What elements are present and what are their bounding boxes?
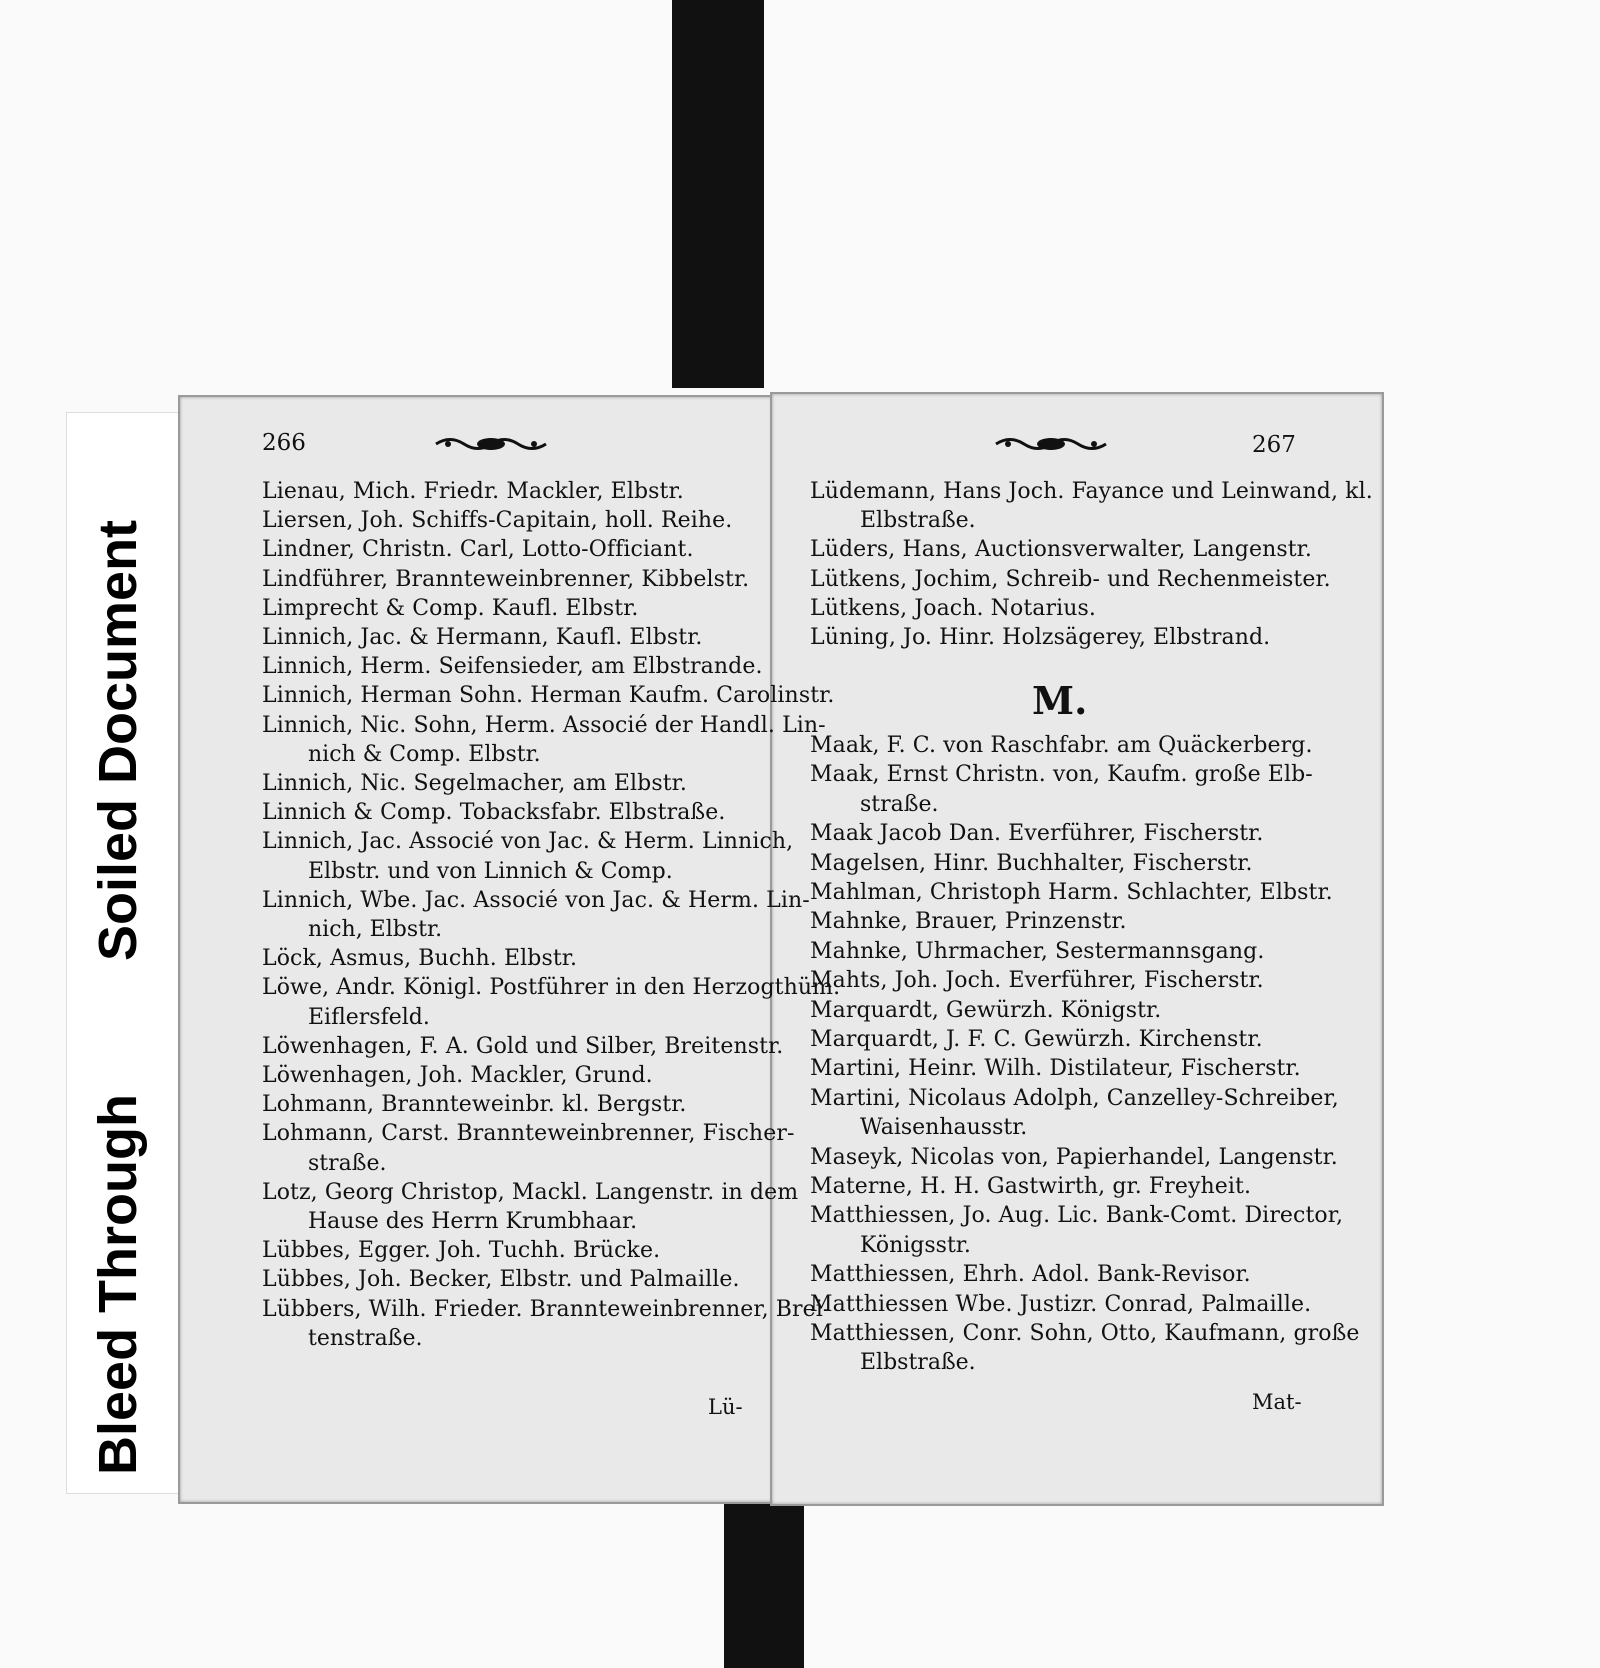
directory-entry: Löwe, Andr. Königl. Postführer in den Herzogthüm. [262,975,841,1001]
directory-entry: Lohmann, Brannteweinbr. kl. Bergstr. [262,1092,687,1118]
directory-entry: Lübbes, Joh. Becker, Elbstr. und Palmaille. [262,1267,740,1293]
left-ornament [430,433,552,455]
right-ornament [990,433,1112,455]
directory-entry: Lotz, Georg Christop, Mackl. Langenstr. in dem [262,1179,799,1205]
right-page-number: 267 [1252,432,1296,458]
directory-entry: Linnich & Comp. Tobacksfabr. Elbstraße. [262,800,726,826]
directory-entry: Marquardt, J. F. C. Gewürzh. Kirchenstr. [810,1027,1263,1052]
directory-entry: Mahts, Joh. Joch. Everführer, Fischerstr. [810,968,1264,994]
directory-entry: Liersen, Joh. Schiffs-Capitain, holl. Reihe. [262,508,733,534]
directory-entry-continuation: nich, Elbstr. [308,917,443,942]
directory-entry-continuation: Elbstr. und von Linnich & Comp. [308,858,673,884]
directory-entry: Löwenhagen, Joh. Mackler, Grund. [262,1063,653,1088]
directory-entry: Linnich, Herman Sohn. Herman Kaufm. Carolinstr. [262,683,835,709]
directory-entry: Linnich, Jac. & Hermann, Kaufl. Elbstr. [262,625,703,650]
directory-entry: Linnich, Nic. Segelmacher, am Elbstr. [262,771,687,796]
directory-entry-continuation: tenstraße. [308,1325,423,1351]
directory-entry: Marquardt, Gewürzh. Königstr. [810,997,1162,1023]
directory-entry: Maak, Ernst Christn. von, Kaufm. große Elb- [810,762,1313,788]
section-letter-m: M. [1032,678,1088,723]
directory-entry: Mahnke, Uhrmacher, Sestermannsgang. [810,938,1265,964]
directory-entry-continuation: Elbstraße. [860,508,976,534]
directory-entry: Matthiessen, Jo. Aug. Lic. Bank-Comt. Director, [810,1203,1344,1229]
directory-entry: Maseyk, Nicolas von, Papierhandel, Langenstr. [810,1144,1338,1170]
directory-entry: Lindner, Christn. Carl, Lotto-Officiant. [262,537,694,563]
directory-entry: Matthiessen, Conr. Sohn, Otto, Kaufmann, große [810,1321,1360,1346]
directory-entry: Linnich, Nic. Sohn, Herm. Associé der Handl. Lin- [262,712,826,738]
directory-entry: Löck, Asmus, Buchh. Elbstr. [262,946,578,972]
target-label-card [66,412,182,1494]
directory-entry: Lütkens, Joach. Notarius. [810,595,1097,621]
directory-entry: Martini, Nicolaus Adolph, Canzelley-Schreiber, [810,1085,1339,1111]
directory-entry: Matthiessen, Ehrh. Adol. Bank-Revisor. [810,1262,1251,1288]
directory-entry-continuation: straße. [860,791,939,817]
directory-entry: Lüning, Jo. Hinr. Holzsägerey, Elbstrand. [810,625,1271,650]
directory-entry: Lübbers, Wilh. Frieder. Brannteweinbrenner, Brei- [262,1296,831,1322]
directory-entry: Mahnke, Brauer, Prinzenstr. [810,909,1127,935]
left-page-number: 266 [262,430,306,456]
directory-entry-continuation: straße. [308,1150,387,1176]
directory-entry: Mahlman, Christoph Harm. Schlachter, Elbstr. [810,880,1333,905]
directory-entry: Materne, H. H. Gastwirth, gr. Freyheit. [810,1174,1252,1199]
directory-entry: Linnich, Wbe. Jac. Associé von Jac. & Herm. Lin- [262,887,810,913]
binding-strap-bottom [724,1500,804,1668]
directory-entry-continuation: Königsstr. [860,1232,971,1258]
directory-entry: Magelsen, Hinr. Buchhalter, Fischerstr. [810,850,1253,876]
directory-entry: Limprecht & Comp. Kaufl. Elbstr. [262,595,639,621]
directory-entry-continuation: Waisenhausstr. [860,1115,1028,1141]
directory-entry: Maak, F. C. von Raschfabr. am Quäckerberg. [810,733,1313,758]
right-catchword: Mat- [1252,1390,1302,1414]
directory-entry: Lüdemann, Hans Joch. Fayance und Leinwand, kl. [810,479,1373,504]
directory-entry: Lübbes, Egger. Joh. Tuchh. Brücke. [262,1238,661,1264]
directory-entry: Lüders, Hans, Auctionsverwalter, Langenstr. [810,537,1312,563]
left-catchword: Lü- [708,1395,743,1419]
directory-entry: Lienau, Mich. Friedr. Mackler, Elbstr. [262,479,684,504]
directory-entry: Lindführer, Brannteweinbrenner, Kibbelstr. [262,566,750,592]
directory-entry: Martini, Heinr. Wilh. Distilateur, Fischerstr. [810,1056,1301,1082]
directory-entry: Lütkens, Jochim, Schreib- und Rechenmeister. [810,566,1331,592]
directory-entry: Maak Jacob Dan. Everführer, Fischerstr. [810,821,1264,847]
directory-entry: Linnich, Herm. Seifensieder, am Elbstrande. [262,654,763,680]
directory-entry-continuation: Hause des Herrn Krumbhaar. [308,1209,638,1234]
soiled-document-label: Soiled Document [88,519,148,961]
directory-entry: Matthiessen Wbe. Justizr. Conrad, Palmaille. [810,1291,1312,1317]
bleed-through-label: Bleed Through [88,1094,148,1475]
directory-entry: Lohmann, Carst. Brannteweinbrenner, Fischer- [262,1121,795,1147]
directory-entry-continuation: nich & Comp. Elbstr. [308,741,541,767]
directory-entry: Linnich, Jac. Associé von Jac. & Herm. Linnich, [262,829,794,855]
directory-entry: Löwenhagen, F. A. Gold und Silber, Breitenstr. [262,1033,784,1059]
directory-entry-continuation: Eiflersfeld. [308,1004,430,1030]
binding-strap-top [672,0,764,388]
directory-entry-continuation: Elbstraße. [860,1350,976,1376]
